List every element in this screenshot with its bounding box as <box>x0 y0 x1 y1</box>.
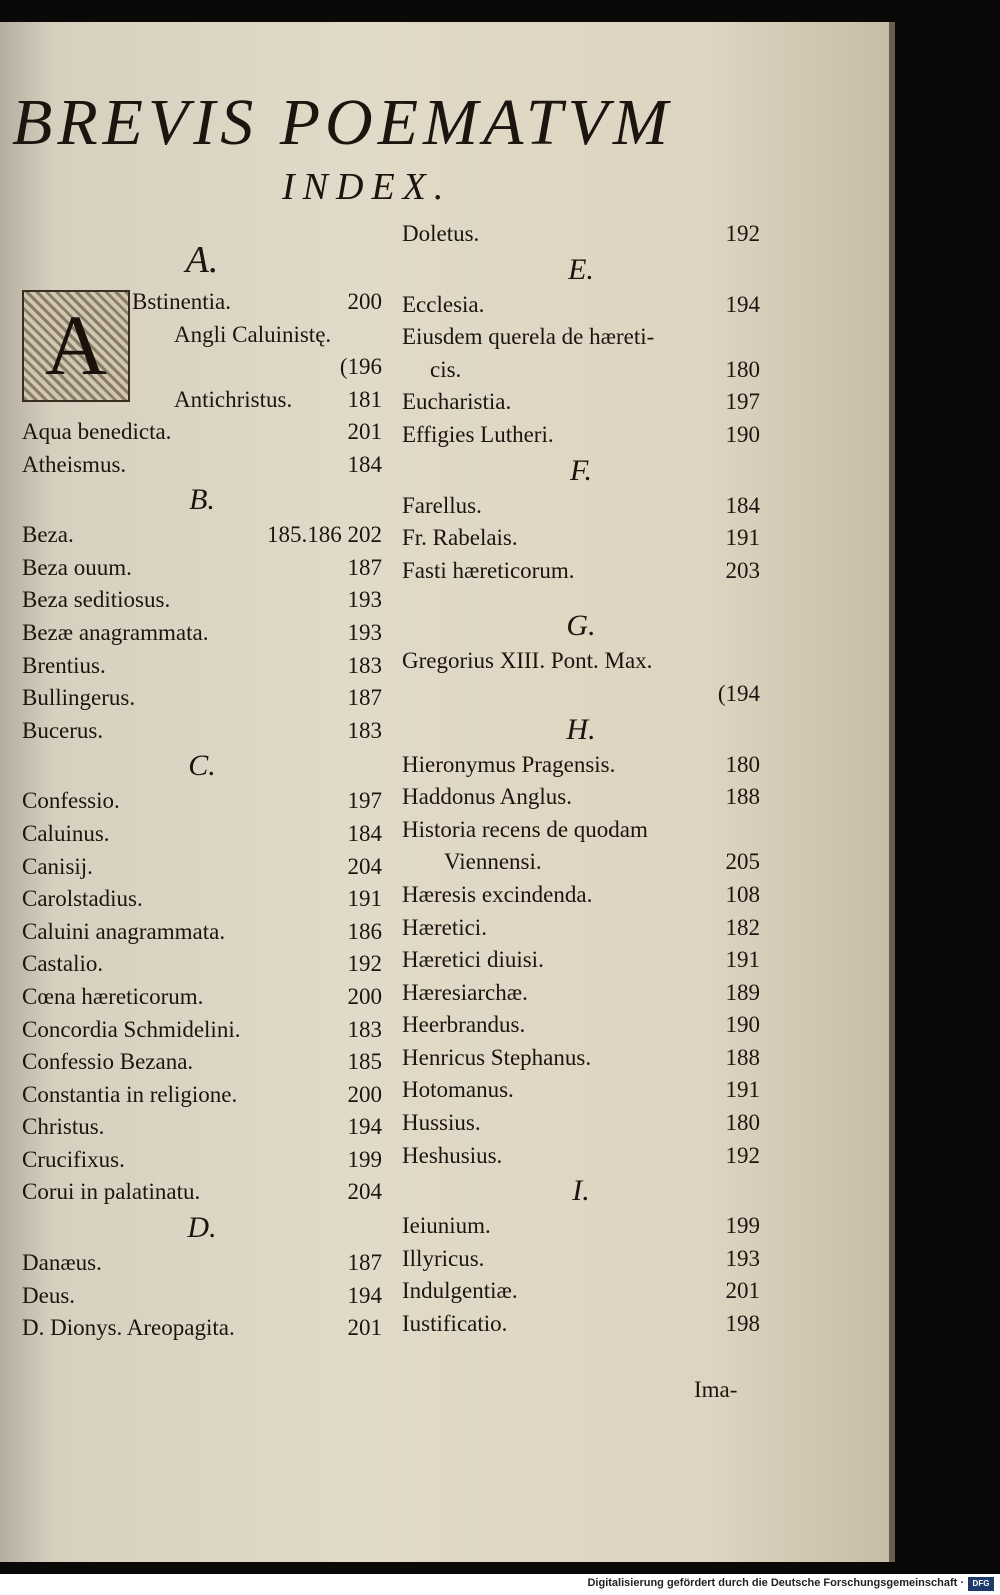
entry-name: Crucifixus. <box>22 1146 125 1172</box>
entry-page: 201 <box>347 1315 382 1341</box>
entry-page: 198 <box>725 1311 760 1337</box>
entry-page: 191 <box>725 1077 760 1103</box>
entry-name: Christus. <box>22 1114 105 1140</box>
entry-name: Beza seditiosus. <box>22 587 171 613</box>
index-entry <box>402 1210 760 1243</box>
entry-page: 192 <box>347 951 382 977</box>
index-entry <box>402 1042 760 1075</box>
entry-page: 189 <box>725 979 760 1005</box>
index-entry <box>402 1308 760 1341</box>
index-entry <box>22 948 382 981</box>
index-entry <box>402 218 760 251</box>
index-entry <box>402 490 760 523</box>
entry-name: Caluinus. <box>22 820 110 846</box>
index-entry <box>22 818 382 851</box>
initial-block <box>22 286 382 416</box>
entry-name: Deus. <box>22 1282 76 1308</box>
section-letter-d: D. <box>187 1211 217 1245</box>
entry-name: Indulgentiæ. <box>402 1278 518 1304</box>
entry-name: Constantia in religione. <box>22 1081 238 1107</box>
entry-page: 188 <box>725 1044 760 1070</box>
entry-page: 192 <box>725 221 760 246</box>
entry-page: 191 <box>725 947 760 973</box>
index-entry <box>402 846 760 879</box>
entry-name: Hussius. <box>402 1110 481 1136</box>
entry-name: Atheismus. <box>22 451 127 477</box>
index-entry <box>22 1111 382 1144</box>
entry-name: cis. <box>430 356 462 382</box>
entry-page: 192 <box>725 1142 760 1168</box>
entry-page: 183 <box>347 652 382 678</box>
entry-name: Fr. Rabelais. <box>402 525 518 551</box>
index-entry <box>402 1107 760 1140</box>
entry-name: Fasti hæreticorum. <box>402 557 575 583</box>
entry-page: 197 <box>725 389 760 415</box>
index-entry <box>402 555 760 588</box>
entry-page: 183 <box>347 717 382 743</box>
book-page <box>0 22 895 1562</box>
entry-page: 185 <box>347 1049 382 1075</box>
index-entry <box>22 883 382 916</box>
entry-name: Viennensi. <box>444 849 542 875</box>
entry-page: 187 <box>347 554 382 580</box>
entry-page: 197 <box>347 788 382 814</box>
index-entry <box>402 1275 760 1308</box>
entry-page: 190 <box>725 421 760 447</box>
dfg-logo-icon: DFG <box>968 1577 994 1591</box>
index-entry <box>402 289 760 322</box>
index-entry <box>22 1247 382 1280</box>
index-entry <box>22 1176 382 1209</box>
entry-name: Beza ouum. <box>22 554 132 580</box>
page-title: BREVIS POEMATVM <box>12 86 673 159</box>
entry-name: Hæresiarchæ. <box>402 979 528 1005</box>
entry-name: Hieronymus Pragensis. <box>402 751 616 777</box>
funding-credit: Digitalisierung gefördert durch die Deutsche Forschungsgemeinschaft · <box>587 1577 964 1589</box>
entry-page: 182 <box>725 914 760 940</box>
index-entry <box>22 650 382 683</box>
entry-name: Eucharistia. <box>402 389 512 415</box>
entry-name-wrapped: Eiusdem querela de hæreti- <box>402 324 655 350</box>
entry-name: Haddonus Anglus. <box>402 784 572 810</box>
entry-name: Beza. <box>22 522 74 548</box>
index-entry <box>22 715 382 748</box>
entry-page: 181 <box>347 386 382 412</box>
entry-page-continuation: (196 <box>339 354 382 380</box>
section-letter-h: H. <box>566 712 596 746</box>
entry-page: 184 <box>347 820 382 846</box>
entry-page: 204 <box>347 1179 382 1205</box>
index-column-right <box>402 218 760 1341</box>
entry-page: 193 <box>347 619 382 645</box>
index-entry <box>402 879 760 912</box>
section-letter-b: B. <box>189 483 215 517</box>
index-entry <box>22 682 382 715</box>
index-entry <box>22 1312 382 1345</box>
decorated-initial-image <box>22 290 130 402</box>
catchword: Ima- <box>694 1377 738 1402</box>
entry-name: Canisij. <box>22 853 93 879</box>
entry-name: D. Dionys. Areopagita. <box>22 1315 235 1341</box>
index-entry <box>132 384 382 417</box>
entry-name: Farellus. <box>402 492 482 518</box>
entry-name: Ecclesia. <box>402 291 485 317</box>
index-entry <box>22 851 382 884</box>
index-entry <box>22 1144 382 1177</box>
entry-page: 180 <box>725 356 760 382</box>
entry-page: 193 <box>347 587 382 613</box>
index-column-left <box>22 234 382 1345</box>
index-entry <box>22 1046 382 1079</box>
index-entry <box>132 286 382 319</box>
index-entry <box>402 977 760 1010</box>
index-entry <box>22 552 382 585</box>
entry-name: Iustificatio. <box>402 1311 508 1337</box>
page-subtitle: INDEX. <box>282 166 452 208</box>
entry-page: 180 <box>725 751 760 777</box>
index-entry <box>402 749 760 782</box>
index-entry <box>402 1009 760 1042</box>
index-entry <box>22 617 382 650</box>
section-letter-e: E. <box>568 252 594 286</box>
index-entry <box>402 944 760 977</box>
entry-page: 194 <box>347 1282 382 1308</box>
entry-name: Corui in palatinatu. <box>22 1179 201 1205</box>
entry-page: 184 <box>725 492 760 518</box>
index-entry <box>22 416 382 449</box>
entry-name: Angli Caluinistę. <box>174 321 332 347</box>
entry-name: Heerbrandus. <box>402 1012 526 1038</box>
entry-name: Bucerus. <box>22 717 104 743</box>
entry-name: Confessio Bezana. <box>22 1049 194 1075</box>
entry-page: 200 <box>347 983 382 1009</box>
entry-page: 194 <box>347 1114 382 1140</box>
entry-name: Cœna hæreticorum. <box>22 983 204 1009</box>
entry-page: 187 <box>347 685 382 711</box>
entry-name: Illyricus. <box>402 1245 485 1271</box>
entry-page: 191 <box>725 525 760 551</box>
entry-page: 180 <box>725 1110 760 1136</box>
index-entry <box>22 1079 382 1112</box>
section-letter-c: C. <box>188 749 216 783</box>
section-letter-i: I. <box>572 1174 590 1208</box>
index-entry <box>402 781 760 814</box>
entry-name: Hæresis excindenda. <box>402 881 593 907</box>
entry-page: 201 <box>725 1278 760 1304</box>
index-entry <box>402 386 760 419</box>
entry-name: Hotomanus. <box>402 1077 514 1103</box>
index-entry <box>402 522 760 555</box>
section-letter-g: G. <box>566 609 596 643</box>
entry-page: 108 <box>725 881 760 907</box>
entry-page: 203 <box>725 557 760 583</box>
entry-name: Confessio. <box>22 788 120 814</box>
index-entry <box>22 916 382 949</box>
entry-name: Hæretici. <box>402 914 487 940</box>
entry-name: Bullingerus. <box>22 685 136 711</box>
entry-name: Doletus. <box>402 221 480 246</box>
entry-name: Effigies Lutheri. <box>402 421 554 447</box>
entry-page: 188 <box>725 784 760 810</box>
entry-page: 187 <box>347 1250 382 1276</box>
initial-entries <box>132 286 382 416</box>
entry-name: Caluini anagrammata. <box>22 918 226 944</box>
entry-page: 199 <box>347 1146 382 1172</box>
entry-page-continuation: (194 <box>717 680 760 706</box>
index-entry <box>22 1280 382 1313</box>
entry-name: Henricus Stephanus. <box>402 1044 592 1070</box>
entry-page: 190 <box>725 1012 760 1038</box>
index-entry <box>22 584 382 617</box>
entry-name: Danæus. <box>22 1250 102 1276</box>
index-entry <box>132 319 382 352</box>
index-entry <box>402 419 760 452</box>
entry-name: Aqua benedicta. <box>22 419 172 444</box>
index-entry <box>402 1074 760 1107</box>
entry-page: 201 <box>347 419 382 444</box>
entry-page: 205 <box>725 849 760 875</box>
digitization-footer <box>0 1574 1000 1595</box>
index-entry <box>402 1243 760 1276</box>
entry-name: Antichristus. <box>174 386 293 412</box>
entry-page: 186 <box>347 918 382 944</box>
entry-page: 193 <box>725 1245 760 1271</box>
entry-page: 185.186 202 <box>267 522 382 548</box>
entry-page: 184 <box>347 451 382 477</box>
section-letter-f: F. <box>570 453 592 487</box>
entry-name: Carolstadius. <box>22 886 143 912</box>
index-entry <box>22 519 382 552</box>
index-entry <box>22 449 382 482</box>
entry-name: Brentius. <box>22 652 106 678</box>
entry-name: Concordia Schmidelini. <box>22 1016 241 1042</box>
index-entry <box>22 1014 382 1047</box>
entry-page: 199 <box>725 1213 760 1239</box>
decorated-initial-letter: A <box>44 297 108 393</box>
entry-name: Ieiunium. <box>402 1213 491 1239</box>
entry-page: 194 <box>725 291 760 317</box>
index-entry <box>22 785 382 818</box>
entry-page: 183 <box>347 1016 382 1042</box>
index-entry <box>22 981 382 1014</box>
entry-page: 204 <box>347 853 382 879</box>
entry-name: Bezæ anagrammata. <box>22 619 209 645</box>
entry-page: 200 <box>347 1081 382 1107</box>
section-letter-a: A. <box>185 239 219 281</box>
index-entry <box>402 354 760 387</box>
entry-name-wrapped: Historia recens de quodam <box>402 816 648 842</box>
entry-name: Hæretici diuisi. <box>402 947 544 973</box>
entry-name: Bstinentia. <box>132 289 232 314</box>
entry-page: 191 <box>347 886 382 912</box>
entry-page: 200 <box>347 289 382 314</box>
entry-name: Castalio. <box>22 951 104 977</box>
entry-name-wrapped: Gregorius XIII. Pont. Max. <box>402 648 653 674</box>
entry-name: Heshusius. <box>402 1142 503 1168</box>
index-entry <box>402 912 760 945</box>
index-entry <box>402 1140 760 1173</box>
